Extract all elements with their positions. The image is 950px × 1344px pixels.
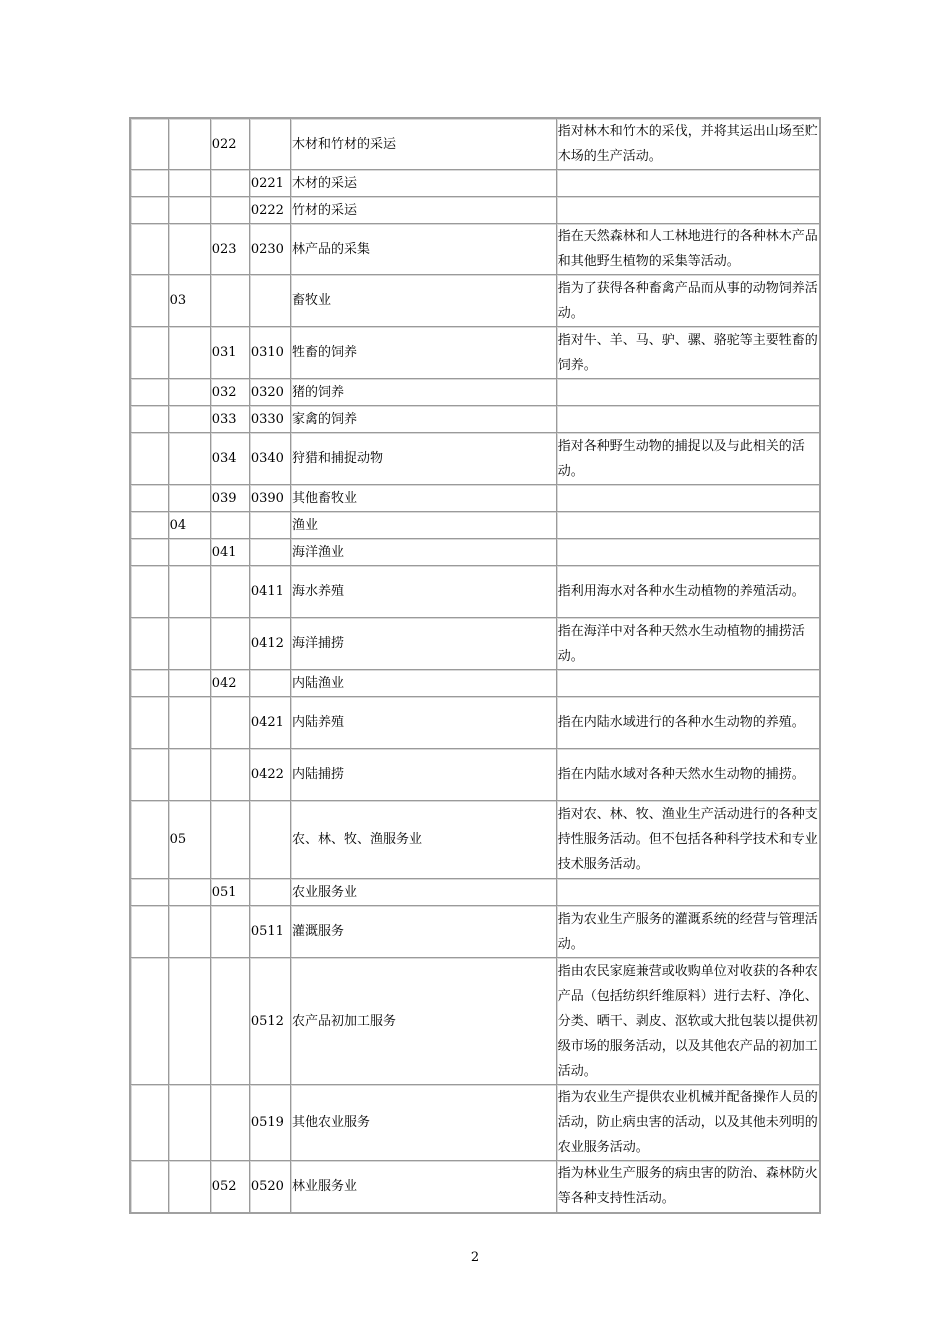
division-code-cell	[168, 539, 210, 566]
table-row	[130, 197, 820, 224]
division-code-cell: 04	[168, 512, 210, 539]
class-code-cell	[249, 275, 290, 327]
category-name-cell: 家禽的饲养	[290, 406, 556, 433]
description-cell: 指为农业生产服务的灌溉系统的经营与管理活动。	[556, 906, 820, 958]
table-row	[130, 801, 820, 879]
group-code-cell: 051	[210, 879, 249, 906]
class-code-cell	[249, 512, 290, 539]
division-code-cell: 05	[168, 801, 210, 879]
class-code-cell	[249, 801, 290, 879]
group-code-cell: 031	[210, 327, 249, 379]
division-code-cell	[168, 879, 210, 906]
category-name-cell: 其他畜牧业	[290, 485, 556, 512]
group-code-cell	[210, 566, 249, 618]
class-code-cell: 0520	[249, 1161, 290, 1213]
category-name-cell: 农业服务业	[290, 879, 556, 906]
section-code-cell	[130, 958, 168, 1085]
class-code-cell: 0422	[249, 749, 290, 801]
group-code-cell: 034	[210, 433, 249, 485]
division-code-cell	[168, 379, 210, 406]
division-code-cell	[168, 1085, 210, 1161]
group-code-cell	[210, 906, 249, 958]
class-code-cell: 0230	[249, 224, 290, 275]
table-row	[130, 749, 820, 801]
description-cell: 指为林业生产服务的病虫害的防治、森林防火等各种支持性活动。	[556, 1161, 820, 1213]
table-row	[130, 485, 820, 512]
division-code-cell	[168, 327, 210, 379]
group-code-cell	[210, 618, 249, 670]
category-name-cell: 海洋捕捞	[290, 618, 556, 670]
table-row	[130, 406, 820, 433]
group-code-cell	[210, 512, 249, 539]
table-row	[130, 906, 820, 958]
description-cell	[556, 197, 820, 224]
class-code-cell: 0512	[249, 958, 290, 1085]
category-name-cell: 牲畜的饲养	[290, 327, 556, 379]
description-cell	[556, 670, 820, 697]
group-code-cell: 023	[210, 224, 249, 275]
description-cell: 指在内陆水域对各种天然水生动物的捕捞。	[556, 749, 820, 801]
class-code-cell: 0222	[249, 197, 290, 224]
class-code-cell: 0519	[249, 1085, 290, 1161]
table-row	[130, 1085, 820, 1161]
category-name-cell: 木材的采运	[290, 170, 556, 197]
description-cell	[556, 170, 820, 197]
group-code-cell: 039	[210, 485, 249, 512]
division-code-cell	[168, 1161, 210, 1213]
class-code-cell: 0511	[249, 906, 290, 958]
division-code-cell	[168, 118, 210, 170]
division-code-cell	[168, 406, 210, 433]
section-code-cell	[130, 224, 168, 275]
section-code-cell	[130, 118, 168, 170]
class-code-cell: 0320	[249, 379, 290, 406]
table-row	[130, 275, 820, 327]
division-code-cell	[168, 749, 210, 801]
section-code-cell	[130, 618, 168, 670]
division-code-cell	[168, 697, 210, 749]
table-row	[130, 118, 820, 170]
category-name-cell: 林业服务业	[290, 1161, 556, 1213]
class-code-cell: 0390	[249, 485, 290, 512]
class-code-cell: 0221	[249, 170, 290, 197]
division-code-cell	[168, 433, 210, 485]
table-row	[130, 512, 820, 539]
category-name-cell: 木材和竹材的采运	[290, 118, 556, 170]
category-name-cell: 林产品的采集	[290, 224, 556, 275]
description-cell: 指对农、林、牧、渔业生产活动进行的各种支持性服务活动。但不包括各种科学技术和专业技术服务活动。	[556, 801, 820, 879]
description-cell: 指在内陆水域进行的各种水生动物的养殖。	[556, 697, 820, 749]
table-row	[130, 1161, 820, 1213]
category-name-cell: 内陆捕捞	[290, 749, 556, 801]
section-code-cell	[130, 197, 168, 224]
class-code-cell: 0421	[249, 697, 290, 749]
class-code-cell: 0411	[249, 566, 290, 618]
section-code-cell	[130, 697, 168, 749]
description-cell: 指由农民家庭兼营或收购单位对收获的各种农产品（包括纺织纤维原料）进行去籽、净化、分类、晒干、剥皮、沤软或大批包装以提供初级市场的服务活动，以及其他农产品的初加工活动。	[556, 958, 820, 1085]
table-row	[130, 618, 820, 670]
table-row	[130, 670, 820, 697]
group-code-cell	[210, 749, 249, 801]
group-code-cell: 052	[210, 1161, 249, 1213]
section-code-cell	[130, 485, 168, 512]
section-code-cell	[130, 749, 168, 801]
description-cell: 指为农业生产提供农业机械并配备操作人员的活动，防止病虫害的活动，以及其他未列明的农业服务活动。	[556, 1085, 820, 1161]
division-code-cell	[168, 618, 210, 670]
category-name-cell: 畜牧业	[290, 275, 556, 327]
table-row	[130, 958, 820, 1085]
group-code-cell	[210, 801, 249, 879]
section-code-cell	[130, 406, 168, 433]
section-code-cell	[130, 327, 168, 379]
category-name-cell: 农产品初加工服务	[290, 958, 556, 1085]
section-code-cell	[130, 879, 168, 906]
class-code-cell: 0340	[249, 433, 290, 485]
group-code-cell	[210, 697, 249, 749]
group-code-cell: 041	[210, 539, 249, 566]
group-code-cell	[210, 275, 249, 327]
division-code-cell	[168, 224, 210, 275]
category-name-cell: 狩猎和捕捉动物	[290, 433, 556, 485]
description-cell: 指对各种野生动物的捕捉以及与此相关的活动。	[556, 433, 820, 485]
division-code-cell	[168, 958, 210, 1085]
class-code-cell	[249, 670, 290, 697]
description-cell: 指对牛、羊、马、驴、骡、骆驼等主要牲畜的饲养。	[556, 327, 820, 379]
table-row	[130, 433, 820, 485]
description-cell: 指对林木和竹木的采伐，并将其运出山场至贮木场的生产活动。	[556, 118, 820, 170]
class-code-cell: 0310	[249, 327, 290, 379]
category-name-cell: 其他农业服务	[290, 1085, 556, 1161]
table-row	[130, 170, 820, 197]
division-code-cell	[168, 670, 210, 697]
description-cell	[556, 379, 820, 406]
category-name-cell: 灌溉服务	[290, 906, 556, 958]
description-cell: 指在天然森林和人工林地进行的各种林木产品和其他野生植物的采集等活动。	[556, 224, 820, 275]
description-cell: 指在海洋中对各种天然水生动植物的捕捞活动。	[556, 618, 820, 670]
group-code-cell	[210, 197, 249, 224]
page-number: 2	[470, 1250, 480, 1265]
table-row	[130, 224, 820, 275]
group-code-cell: 032	[210, 379, 249, 406]
section-code-cell	[130, 1161, 168, 1213]
group-code-cell: 042	[210, 670, 249, 697]
description-cell	[556, 485, 820, 512]
division-code-cell	[168, 170, 210, 197]
category-name-cell: 竹材的采运	[290, 197, 556, 224]
table-row	[130, 539, 820, 566]
table-body	[130, 118, 820, 1213]
group-code-cell: 033	[210, 406, 249, 433]
description-cell: 指为了获得各种畜禽产品而从事的动物饲养活动。	[556, 275, 820, 327]
section-code-cell	[130, 512, 168, 539]
category-name-cell: 农、林、牧、渔服务业	[290, 801, 556, 879]
group-code-cell	[210, 170, 249, 197]
class-code-cell: 0330	[249, 406, 290, 433]
section-code-cell	[130, 433, 168, 485]
category-name-cell: 猪的饲养	[290, 379, 556, 406]
table-row	[130, 327, 820, 379]
section-code-cell	[130, 170, 168, 197]
section-code-cell	[130, 670, 168, 697]
category-name-cell: 渔业	[290, 512, 556, 539]
table-row	[130, 379, 820, 406]
description-cell	[556, 539, 820, 566]
description-cell	[556, 406, 820, 433]
table-row	[130, 697, 820, 749]
section-code-cell	[130, 275, 168, 327]
category-name-cell: 海水养殖	[290, 566, 556, 618]
table-row	[130, 879, 820, 906]
description-cell	[556, 512, 820, 539]
division-code-cell	[168, 906, 210, 958]
group-code-cell	[210, 1085, 249, 1161]
division-code-cell	[168, 197, 210, 224]
division-code-cell	[168, 485, 210, 512]
table-row	[130, 566, 820, 618]
category-name-cell: 海洋渔业	[290, 539, 556, 566]
category-name-cell: 内陆养殖	[290, 697, 556, 749]
section-code-cell	[130, 566, 168, 618]
section-code-cell	[130, 1085, 168, 1161]
class-code-cell: 0412	[249, 618, 290, 670]
description-cell	[556, 879, 820, 906]
class-code-cell	[249, 118, 290, 170]
division-code-cell: 03	[168, 275, 210, 327]
group-code-cell: 022	[210, 118, 249, 170]
section-code-cell	[130, 801, 168, 879]
description-cell: 指利用海水对各种水生动植物的养殖活动。	[556, 566, 820, 618]
group-code-cell	[210, 958, 249, 1085]
class-code-cell	[249, 539, 290, 566]
class-code-cell	[249, 879, 290, 906]
division-code-cell	[168, 566, 210, 618]
section-code-cell	[130, 539, 168, 566]
section-code-cell	[130, 379, 168, 406]
section-code-cell	[130, 906, 168, 958]
category-name-cell: 内陆渔业	[290, 670, 556, 697]
industry-classification-table	[129, 117, 821, 1214]
